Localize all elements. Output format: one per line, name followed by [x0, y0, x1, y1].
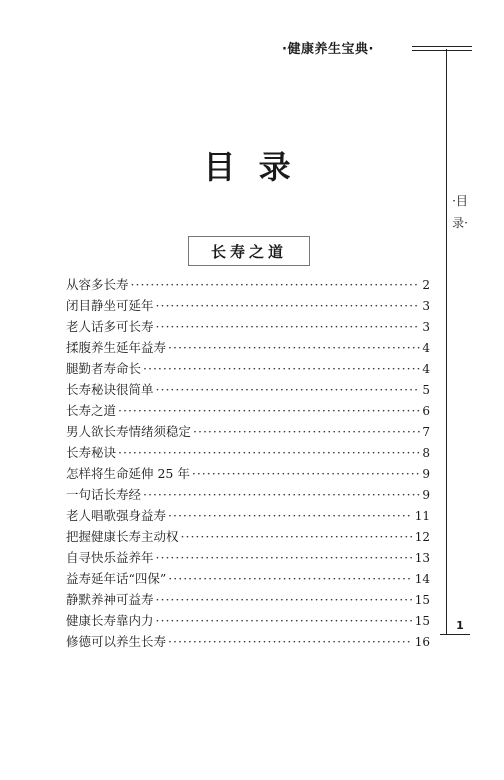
toc-entry-page: 15	[414, 614, 430, 628]
toc-entry-page: 6	[422, 404, 430, 418]
toc-entry[interactable]	[66, 442, 430, 463]
toc-entry-page: 16	[414, 635, 430, 649]
toc-entry-page: 3	[422, 299, 430, 313]
toc-entry-title: 自寻快乐益养年	[66, 550, 154, 565]
toc-entry[interactable]	[66, 337, 430, 358]
toc-entry[interactable]	[66, 379, 430, 400]
dot-leader	[156, 379, 421, 400]
dot-leader	[168, 568, 412, 589]
dot-leader	[118, 442, 420, 463]
toc-entry-page: 9	[422, 467, 430, 481]
toc-entry-title: 怎样将生命延伸 25 年	[66, 466, 190, 481]
dot-leader	[192, 463, 421, 484]
dot-leader	[168, 337, 420, 358]
toc-entry-title: 健康长寿靠内力	[66, 613, 154, 628]
side-section-label	[452, 190, 468, 234]
toc-entry-title: 闭目静坐可延年	[66, 298, 154, 313]
toc-entry-title: 腿勤者寿命长	[66, 361, 142, 376]
dot-leader	[156, 610, 413, 631]
toc-entry[interactable]	[66, 463, 430, 484]
toc-entry-page: 15	[414, 593, 430, 607]
dot-leader	[193, 421, 420, 442]
toc-entry-title: 益寿延年话“四保”	[66, 571, 167, 586]
toc-entry[interactable]	[66, 484, 430, 505]
toc-entry-page: 3	[422, 320, 430, 334]
toc-entry[interactable]	[66, 610, 430, 631]
book-title: ·健康养生宝典·	[282, 42, 374, 57]
dot-leader	[143, 358, 420, 379]
side-label-char: 录·	[452, 216, 468, 230]
toc-entry-title: 老人话多可长寿	[66, 319, 154, 334]
toc-entry-page: 12	[414, 530, 430, 544]
toc-entry-page: 13	[414, 551, 430, 565]
header-rule	[412, 46, 472, 51]
toc-entry-title: 静默养神可益寿	[66, 592, 154, 607]
toc-entry-title: 老人唱歌强身益寿	[66, 508, 167, 523]
toc-entry[interactable]	[66, 316, 430, 337]
toc-entry-title: 长寿秘诀	[66, 445, 117, 460]
toc-entry-title: 揉腹养生延年益寿	[66, 340, 167, 355]
toc-entry-page: 7	[422, 425, 430, 439]
toc-entry[interactable]	[66, 274, 430, 295]
toc-entry-title: 修德可以养生长寿	[66, 634, 167, 649]
toc-entry-title: 把握健康长寿主动权	[66, 529, 179, 544]
section-heading: 长寿之道	[210, 242, 287, 261]
toc-entry-page: 4	[422, 362, 430, 376]
toc-entry-page: 8	[422, 446, 430, 460]
toc-entry-title: 从容多长寿	[66, 277, 129, 292]
section-heading-box	[188, 236, 310, 266]
toc-entry-page: 4	[422, 341, 430, 355]
toc-entry[interactable]	[66, 295, 430, 316]
dot-leader	[118, 400, 420, 421]
toc-entry-title: 长寿之道	[66, 403, 117, 418]
toc-entry-page: 9	[422, 488, 430, 502]
dot-leader	[156, 547, 413, 568]
toc-entry[interactable]	[66, 589, 430, 610]
page-number-rule	[440, 634, 470, 635]
dot-leader	[168, 631, 413, 652]
toc-entry[interactable]	[66, 421, 430, 442]
dot-leader	[156, 316, 421, 337]
toc-entry-title: 长寿秘诀很简单	[66, 382, 154, 397]
toc-entry[interactable]	[66, 631, 430, 652]
dot-leader	[156, 295, 421, 316]
table-of-contents	[66, 274, 430, 652]
toc-entry-page: 5	[422, 383, 430, 397]
page-number: 1	[456, 619, 464, 632]
toc-entry-page: 2	[422, 278, 430, 292]
dot-leader	[143, 484, 420, 505]
toc-entry-title: 一句话长寿经	[66, 487, 142, 502]
toc-entry-page: 14	[414, 572, 430, 586]
toc-entry[interactable]	[66, 547, 430, 568]
dot-leader	[156, 589, 413, 610]
side-label-char: ·目	[452, 194, 468, 208]
toc-entry-page: 11	[414, 509, 430, 523]
dot-leader	[181, 526, 413, 547]
toc-entry[interactable]	[66, 505, 430, 526]
side-rule	[446, 49, 447, 635]
toc-entry[interactable]	[66, 358, 430, 379]
toc-entry[interactable]	[66, 526, 430, 547]
toc-entry[interactable]	[66, 568, 430, 589]
page-title: 目 录	[203, 148, 297, 186]
toc-entry[interactable]	[66, 400, 430, 421]
dot-leader	[168, 505, 413, 526]
toc-entry-title: 男人欲长寿情绪须稳定	[66, 424, 192, 439]
dot-leader	[131, 274, 421, 295]
